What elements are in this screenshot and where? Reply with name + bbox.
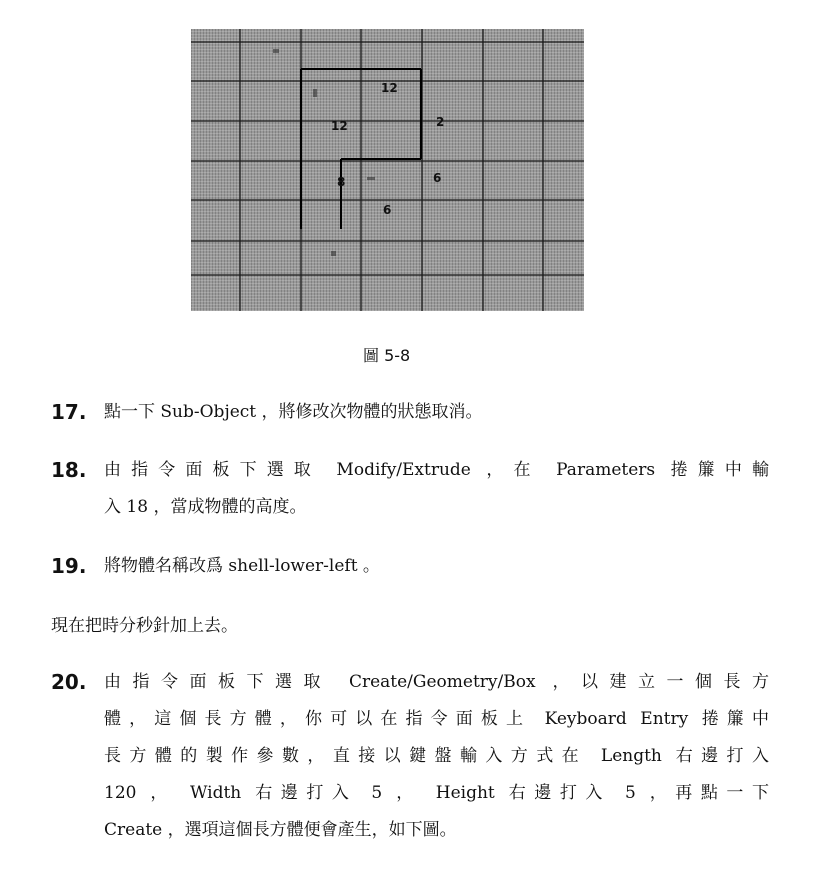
step-number: 19. [51, 554, 87, 578]
dimension-label: 8 [337, 175, 346, 189]
dimension-label: 12 [381, 81, 398, 95]
noise-mark [273, 49, 279, 53]
dimension-label: 2 [436, 115, 445, 129]
step-text [104, 812, 457, 849]
step-text [104, 452, 769, 489]
step-line: 由指令面板下選取 Modify/Extrude ，在 Parameters 捲簾中輸 [104, 460, 769, 480]
step-line: 長方體的製作參數，直接以鍵盤輸入方式在 Length 右邊打入 [104, 746, 769, 766]
step-line: 體，這個長方體，你可以在指令面板上 Keyboard Entry 捲簾中 [104, 709, 769, 729]
step-line: 將物體名稱改爲 shell-lower-left 。 [104, 556, 380, 576]
step-line: 點一下 Sub-Object ，將修改次物體的狀態取消。 [104, 402, 483, 422]
grid-drawing [191, 29, 584, 311]
step-text [104, 394, 483, 431]
step-text [104, 664, 769, 812]
step-line: Create ，選項這個長方體便會產生，如下圖。 [104, 820, 457, 840]
noise-mark [331, 251, 336, 256]
dimension-label: 6 [383, 203, 392, 217]
step-line: 由指令面板下選取 Create/Geometry/Box ，以建立一個長方 [104, 672, 769, 692]
noise-mark [367, 177, 375, 180]
step-number: 17. [51, 400, 87, 424]
dimension-label: 6 [433, 171, 442, 185]
step-number: 20. [51, 670, 87, 694]
figure-5-8-viewport [191, 29, 584, 311]
dimension-label: 12 [331, 119, 348, 133]
step-line: 120 ， Width 右邊打入 5 ， Height 右邊打入 5 ，再點一下 [104, 783, 769, 803]
noise-mark [313, 89, 317, 97]
step-text [104, 548, 380, 585]
figure-caption: 圖 5-8 [363, 346, 411, 365]
step-number: 18. [51, 458, 87, 482]
step-line: 入 18 ，當成物體的高度。 [104, 497, 307, 517]
body-paragraph: 現在把時分秒針加上去。 [51, 616, 238, 636]
step-text [104, 489, 306, 526]
